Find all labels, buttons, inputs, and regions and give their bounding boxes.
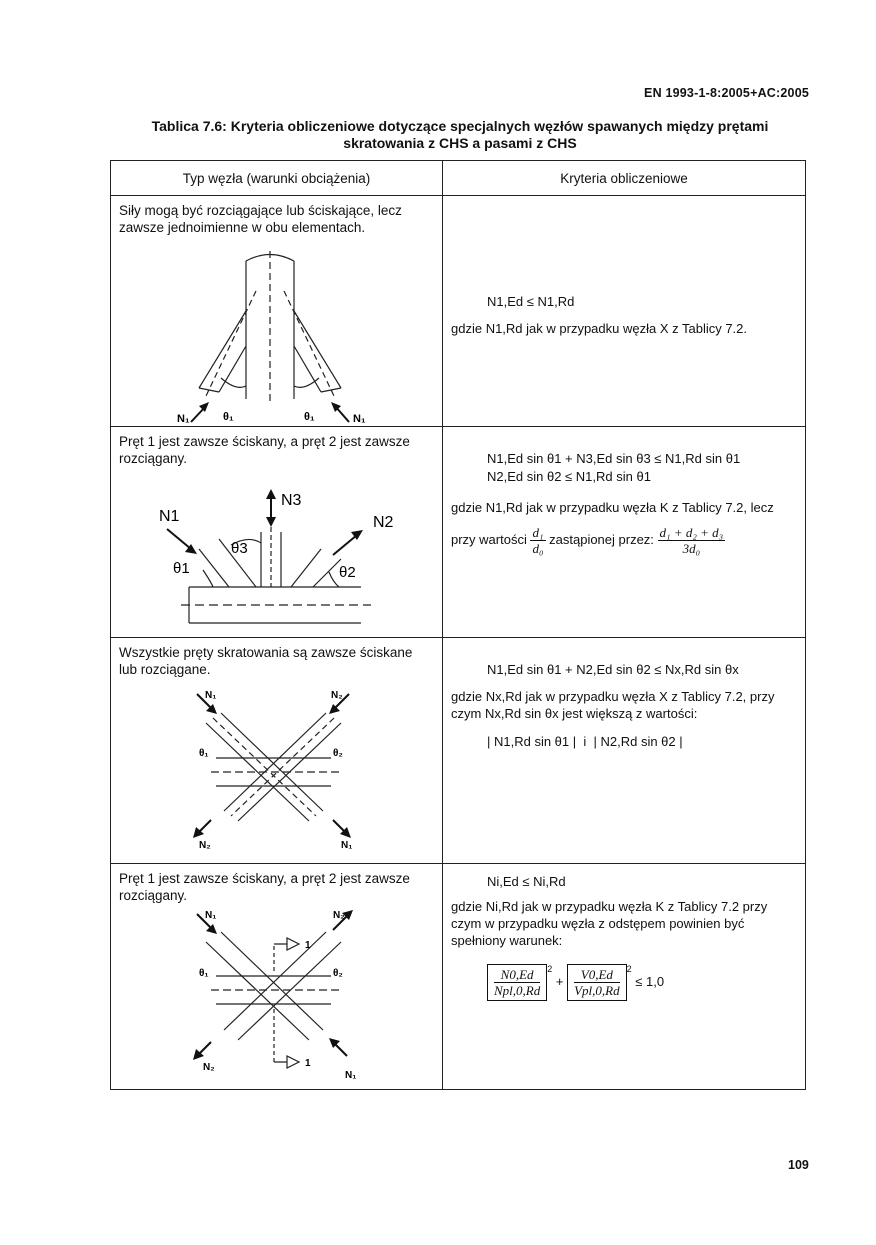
criterion-substitution bbox=[451, 525, 725, 556]
joint-description: Wszystkie pręty skratowania są zawsze ściskane lub rozciągane. bbox=[119, 645, 413, 677]
label-theta2: θ₂ bbox=[333, 748, 343, 759]
table-row bbox=[111, 427, 806, 638]
joint-description: Siły mogą być rozciągające lub ściskające, lecz zawsze jednoimienne w obu elementach. bbox=[119, 203, 402, 235]
criterion-equation-1: N1,Ed sin θ1 + N3,Ed sin θ3 ≤ N1,Rd sin θ1 bbox=[487, 451, 741, 466]
label-n3: N3 bbox=[281, 492, 302, 509]
label-theta1: θ₁ bbox=[199, 968, 209, 979]
label-n2-top: N₂ bbox=[333, 910, 345, 921]
joint-cell bbox=[111, 864, 442, 1089]
criterion-equation: N1,Ed ≤ N1,Rd bbox=[487, 294, 575, 309]
criterion-note: gdzie Ni,Rd jak w przypadku węzła K z Tablicy 7.2 przy czym w przypadku węzła z odstępem powinien być spełniony warunek: bbox=[451, 899, 768, 948]
fraction-d1-d0: $\frac{\text{d₁}}{\text{d₀}}$ bbox=[532, 525, 544, 556]
criteria-table bbox=[110, 160, 806, 1090]
label-n2-bottom: N₂ bbox=[203, 1062, 215, 1073]
page-number: 109 bbox=[788, 1158, 809, 1172]
label-theta1-left: θ₁ bbox=[223, 411, 234, 423]
criteria-cell bbox=[443, 427, 805, 637]
table-row bbox=[111, 196, 806, 427]
label-n1-bottom: N₁ bbox=[345, 1070, 357, 1081]
criterion-note: gdzie N1,Rd jak w przypadku węzła K z Tablicy 7.2, lecz bbox=[451, 500, 774, 515]
joint-description: Pręt 1 jest zawsze ściskany, a pręt 2 jest zawsze rozciągany. bbox=[119, 434, 410, 466]
substitution-text-b: zastąpionej przez: bbox=[549, 531, 654, 547]
abs-values-line bbox=[487, 734, 683, 749]
criterion-note: gdzie Nx,Rd jak w przypadku węzła X z Tablicy 7.2, przy czym Nx,Rd sin θx jest większą z wartości: bbox=[451, 689, 775, 721]
joint-cell bbox=[111, 196, 442, 426]
fraction-sum-d: $\frac{\text{d₁ + d₂ + d₃}}{\text{3d₀}}$ bbox=[659, 525, 724, 556]
k-joint-diagram bbox=[111, 427, 442, 637]
label-n1-bottom: N₁ bbox=[341, 840, 353, 851]
label-theta1-right: θ₁ bbox=[304, 411, 315, 423]
label-n1-top: N₁ bbox=[205, 690, 217, 701]
x-joint-diagram bbox=[111, 638, 442, 863]
criterion-note: gdzie N1,Rd jak w przypadku węzła X z Tablicy 7.2. bbox=[451, 321, 748, 336]
criterion-equation: N1,Ed sin θ1 + N2,Ed sin θ2 ≤ Nx,Rd sin θx bbox=[487, 662, 739, 677]
label-n2: N2 bbox=[373, 514, 394, 531]
substitution-text-a: przy wartości bbox=[451, 531, 527, 547]
col2-header: Kryteria obliczeniowe bbox=[443, 161, 806, 196]
label-n1-right: N₁ bbox=[353, 413, 366, 425]
abs-value-1: | N1,Rd sin θ1 | bbox=[487, 734, 577, 749]
joint-cell bbox=[111, 638, 442, 863]
joint-cell bbox=[111, 427, 442, 637]
table-row bbox=[111, 864, 806, 1090]
label-theta1: θ₁ bbox=[199, 748, 209, 759]
table-row bbox=[111, 638, 806, 864]
plus-sign: + bbox=[555, 973, 564, 989]
y-joint-diagram bbox=[111, 196, 442, 426]
shear-force-ratio: $\frac{V0,Ed}{\text{Vpl,0,Rd}}$ bbox=[567, 964, 627, 1001]
criteria-cell bbox=[443, 638, 805, 863]
title-line-1: Tablica 7.6: Kryteria obliczeniowe dotyczące specjalnych węzłów spawanych między prętami bbox=[151, 118, 769, 134]
exponent-1: 2 bbox=[547, 964, 553, 974]
header-row bbox=[111, 161, 806, 196]
criteria-cell bbox=[443, 196, 805, 426]
exponent-2: 2 bbox=[626, 964, 632, 974]
criteria-cell bbox=[443, 864, 805, 1089]
limit-value: ≤ 1,0 bbox=[635, 973, 665, 989]
label-n1-top: N₁ bbox=[205, 910, 217, 921]
k-gap-joint-diagram bbox=[111, 864, 442, 1089]
label-n1: N1 bbox=[159, 508, 180, 525]
label-n2-bottom: N₂ bbox=[199, 840, 211, 851]
label-n1-left: N₁ bbox=[177, 413, 190, 425]
label-theta2: θ2 bbox=[339, 564, 356, 581]
col1-header: Typ węzła (warunki obciążenia) bbox=[111, 161, 443, 196]
label-section-bottom: 1 bbox=[305, 1058, 311, 1069]
label-theta3: θ3 bbox=[231, 540, 248, 557]
criterion-equation: Ni,Ed ≤ Ni,Rd bbox=[487, 874, 566, 889]
label-theta2: θ₂ bbox=[333, 968, 343, 979]
joint-description: Pręt 1 jest zawsze ściskany, a pręt 2 jest zawsze rozciągany. bbox=[119, 871, 410, 903]
abs-value-2: | N2,Rd sin θ2 | bbox=[593, 734, 683, 749]
conjunction: i bbox=[583, 734, 587, 749]
label-n2-top: N₂ bbox=[331, 690, 343, 701]
label-theta1: θ1 bbox=[173, 560, 190, 577]
title-line-2: skratowania z CHS a pasami z CHS bbox=[343, 135, 577, 151]
normal-force-ratio: $\frac{N0,Ed}{\text{Npl,0,Rd}}$ bbox=[487, 964, 547, 1001]
criterion-equation-2: N2,Ed sin θ2 ≤ N1,Rd sin θ1 bbox=[487, 469, 651, 484]
interaction-condition bbox=[487, 964, 664, 1001]
table-title bbox=[120, 118, 800, 152]
standard-header: EN 1993-1-8:2005+AC:2005 bbox=[644, 86, 809, 100]
label-section-top: 1 bbox=[305, 940, 311, 951]
